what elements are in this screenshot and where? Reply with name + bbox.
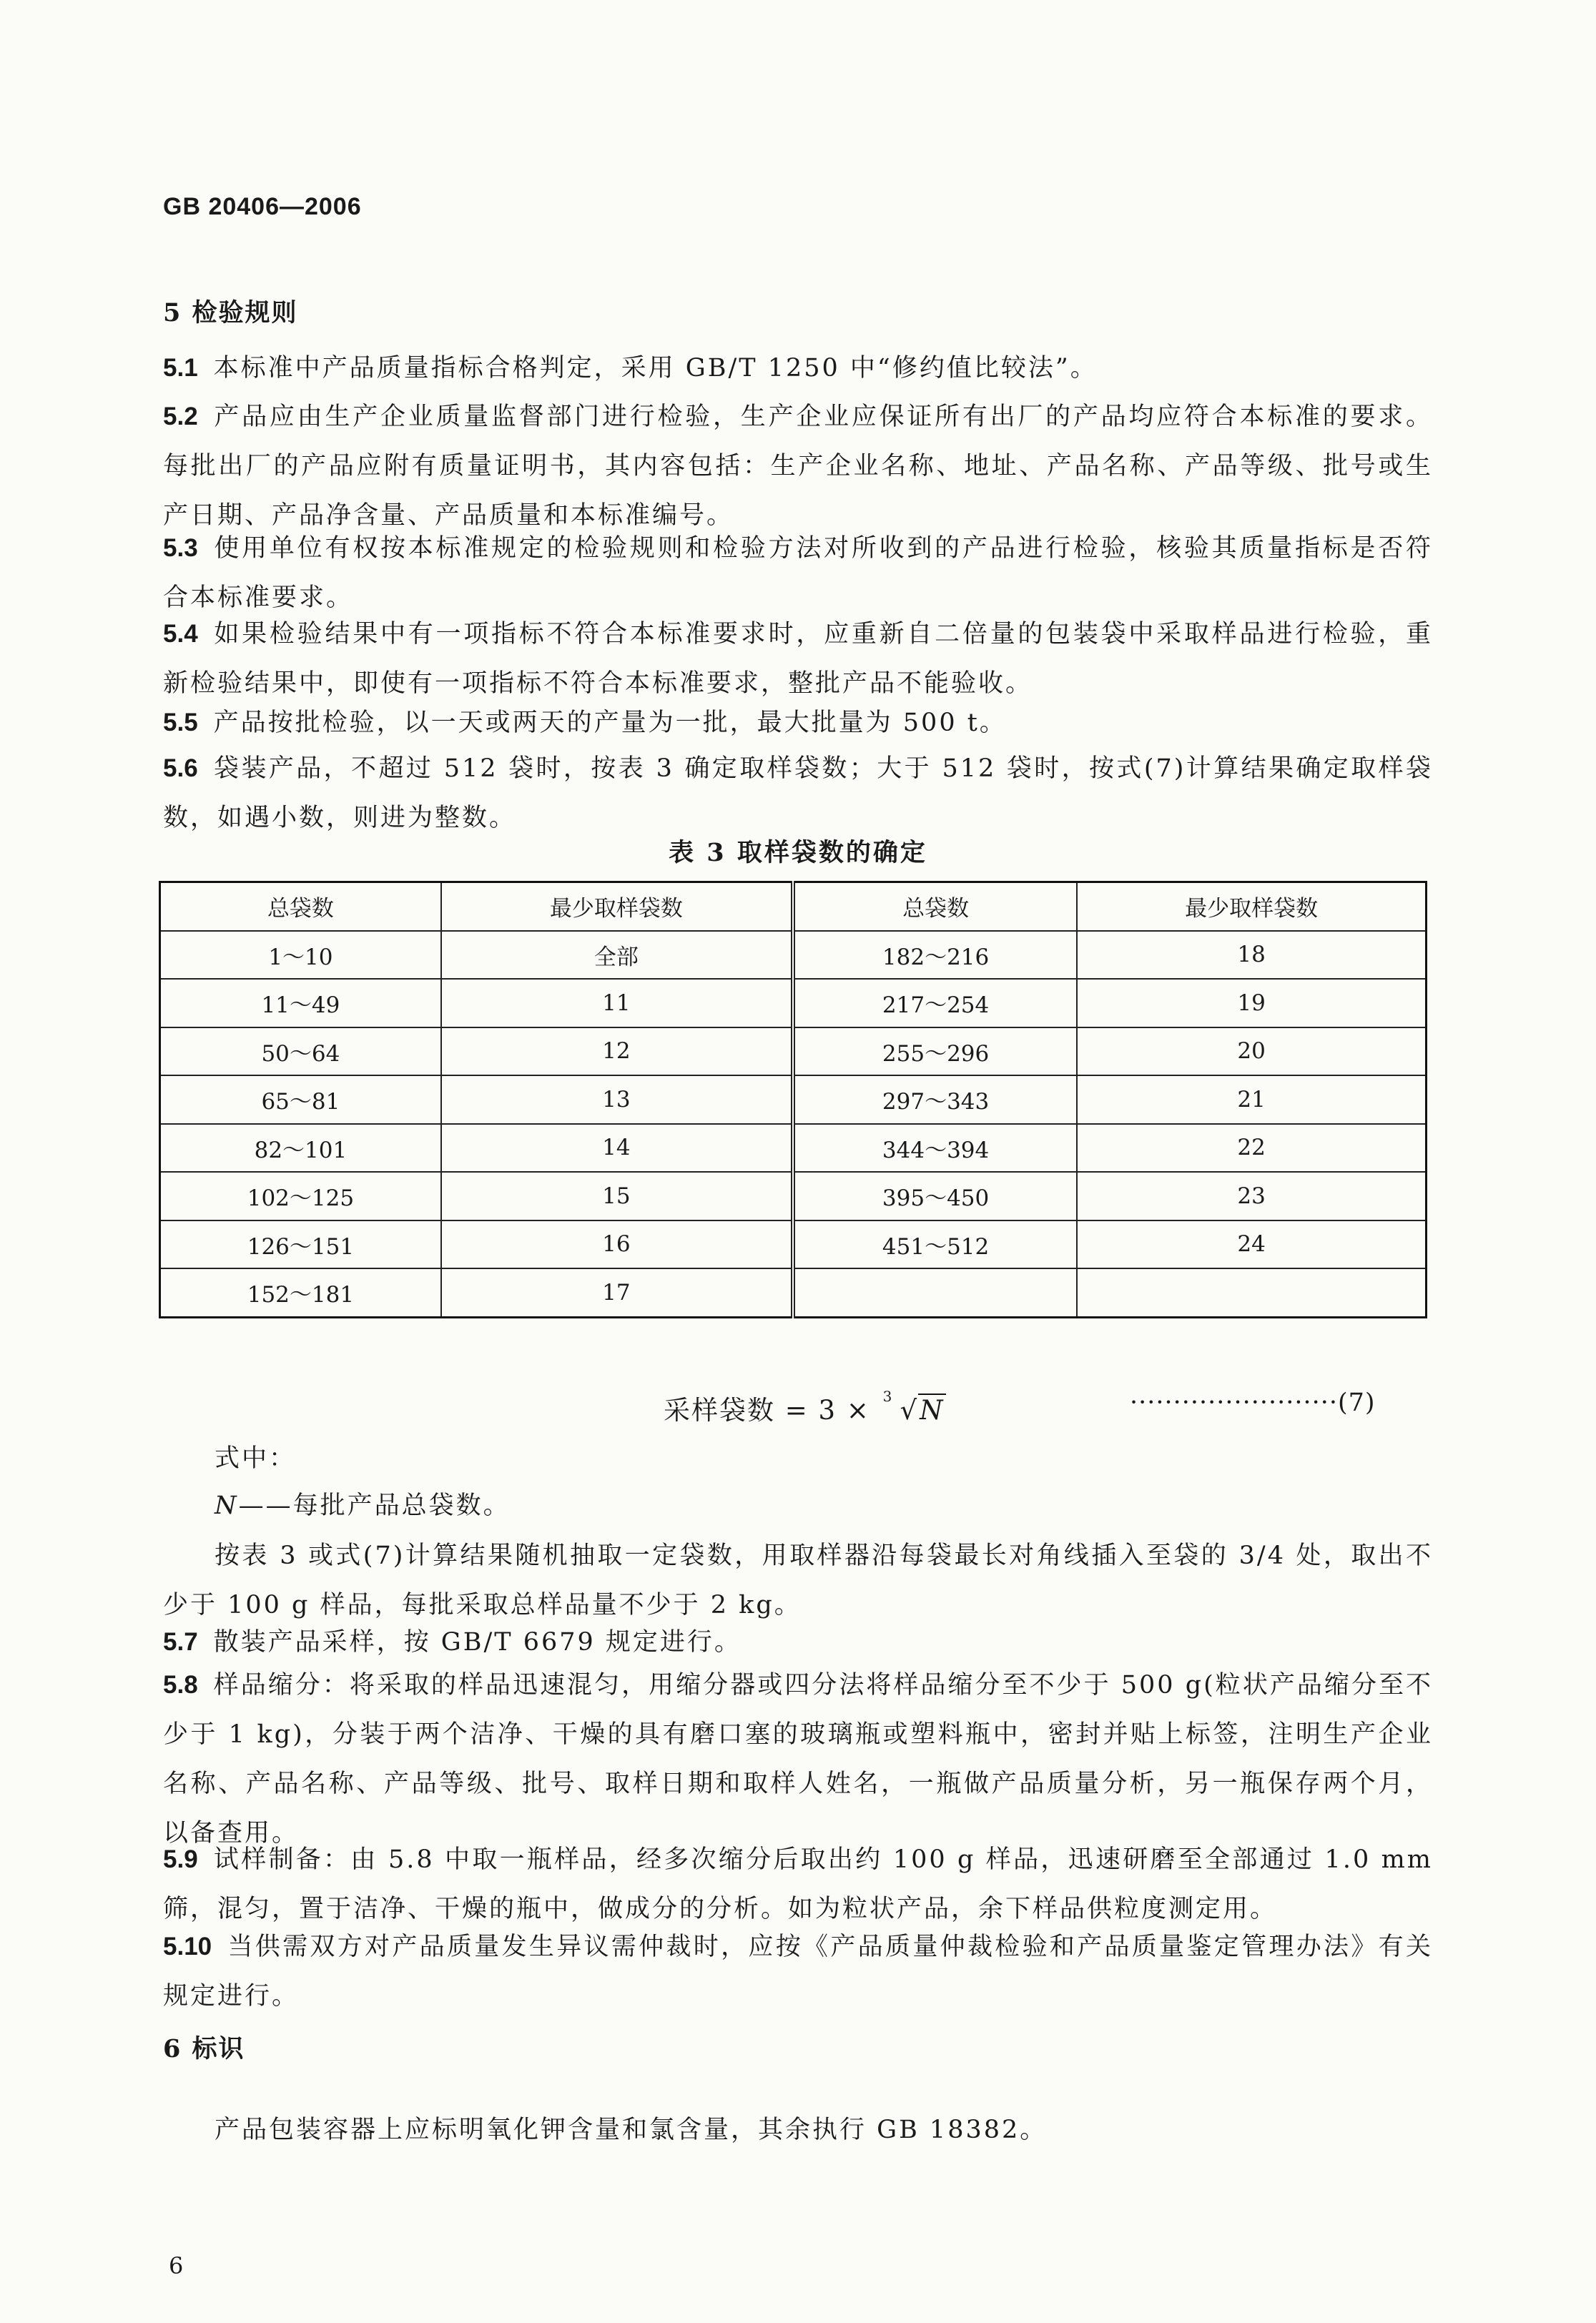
clause-number: 5.1 bbox=[163, 354, 198, 382]
clause-text: 当供需双方对产品质量发生异议需仲裁时，应按《产品质量仲裁检验和产品质量鉴定管理办法》有关规定进行。 bbox=[163, 1933, 1433, 2011]
table-row bbox=[160, 1124, 1427, 1173]
table-cell: 23 bbox=[1077, 1172, 1426, 1220]
table-header-cell: 最少取样袋数 bbox=[441, 882, 793, 931]
section-6-title: 6 标识 bbox=[163, 2034, 245, 2063]
clause-5-3 bbox=[163, 523, 1433, 623]
table-cell: 82～101 bbox=[160, 1124, 441, 1173]
table-cell: 全部 bbox=[441, 931, 793, 980]
table-3-caption: 表 3 取样袋数的确定 bbox=[669, 838, 927, 867]
table-cell: 14 bbox=[441, 1124, 793, 1173]
table-cell: 16 bbox=[441, 1220, 793, 1269]
table-cell: 11 bbox=[441, 979, 793, 1027]
clause-5-9 bbox=[163, 1835, 1433, 1934]
table-row bbox=[160, 979, 1427, 1027]
clause-5-6 bbox=[163, 744, 1433, 843]
section-6-paragraph: 产品包装容器上应标明氧化钾含量和氯含量，其余执行 GB 18382。 bbox=[215, 2116, 1048, 2144]
clause-text: 使用单位有权按本标准规定的检验规则和检验方法对所收到的产品进行检验，核验其质量指标是否符合本标准要求。 bbox=[163, 534, 1433, 612]
clause-5-5 bbox=[163, 698, 1433, 748]
sampling-table bbox=[159, 881, 1427, 1318]
formula-definition bbox=[215, 1486, 511, 1521]
cube-root: 3 √N bbox=[882, 1388, 945, 1426]
table-cell: 22 bbox=[1077, 1124, 1426, 1173]
sampling-paragraph: 按表 3 或式(7)计算结果随机抽取一定袋数，用取样器沿每袋最长对角线插入至袋的 3/4 处，取出不少于 100 g 样品，每批采取总样品量不少于 2 kg。 bbox=[163, 1542, 1433, 1619]
table-row bbox=[160, 1220, 1427, 1269]
page-number: 6 bbox=[169, 2252, 184, 2279]
clause-number: 5.3 bbox=[163, 534, 198, 562]
table-header-cell: 总袋数 bbox=[793, 882, 1077, 931]
table-cell: 65～81 bbox=[160, 1075, 441, 1124]
formula-lhs: 采样袋数 = 3 × bbox=[664, 1395, 870, 1426]
table-cell bbox=[793, 1268, 1077, 1317]
table-cell: 1～10 bbox=[160, 931, 441, 980]
table-header-cell: 最少取样袋数 bbox=[1077, 882, 1426, 931]
formula-number: ························(7) bbox=[1130, 1389, 1376, 1417]
clause-number: 5.6 bbox=[163, 754, 198, 782]
table-cell: 451～512 bbox=[793, 1220, 1077, 1269]
def-text: ——每批产品总袋数。 bbox=[238, 1491, 511, 1520]
table-row bbox=[160, 931, 1427, 980]
clause-5-8 bbox=[163, 1660, 1433, 1858]
table-row bbox=[160, 1268, 1427, 1317]
clause-5-1 bbox=[163, 343, 1433, 393]
table-cell: 11～49 bbox=[160, 979, 441, 1027]
clause-text: 袋装产品，不超过 512 袋时，按表 3 确定取样袋数；大于 512 袋时，按式(7)计算结果确定取样袋数，如遇小数，则进为整数。 bbox=[163, 754, 1433, 832]
clause-number: 5.9 bbox=[163, 1845, 198, 1873]
clause-5-4 bbox=[163, 609, 1433, 709]
clause-number: 5.10 bbox=[163, 1933, 212, 1961]
table-cell: 217～254 bbox=[793, 979, 1077, 1027]
formula-where: 式中： bbox=[215, 1444, 297, 1473]
table-cell: 126～151 bbox=[160, 1220, 441, 1269]
table-cell: 12 bbox=[441, 1027, 793, 1076]
root-index: 3 bbox=[882, 1388, 894, 1405]
table-cell: 395～450 bbox=[793, 1172, 1077, 1220]
table-cell: 344～394 bbox=[793, 1124, 1077, 1173]
table-cell: 18 bbox=[1077, 931, 1426, 980]
table-cell: 255～296 bbox=[793, 1027, 1077, 1076]
clause-number: 5.5 bbox=[163, 709, 198, 736]
table-row bbox=[160, 1027, 1427, 1076]
clause-number: 5.4 bbox=[163, 620, 198, 648]
table-header-row bbox=[160, 882, 1427, 931]
def-symbol: N bbox=[215, 1491, 239, 1520]
table-cell: 15 bbox=[441, 1172, 793, 1220]
table-row bbox=[160, 1075, 1427, 1124]
clause-text: 如果检验结果中有一项指标不符合本标准要求时，应重新自二倍量的包装袋中采取样品进行检验，重新检验结果中，即使有一项指标不符合本标准要求，整批产品不能验收。 bbox=[163, 620, 1433, 698]
table-cell: 13 bbox=[441, 1075, 793, 1124]
table-cell: 182～216 bbox=[793, 931, 1077, 980]
table-row bbox=[160, 1172, 1427, 1220]
clause-number: 5.8 bbox=[163, 1671, 198, 1699]
clause-text: 样品缩分：将采取的样品迅速混匀，用缩分器或四分法将样品缩分至不少于 500 g(粒状产品缩分至不少于 1 kg)，分装于两个洁净、干燥的具有磨口塞的玻璃瓶或塑料瓶中，密封并贴上标签，注明生产企业名称、产品名称、产品等级、批号、取样日期和取样人姓名，一瓶做产品质量分析，另一瓶保存两个月，以备查用。 bbox=[163, 1671, 1433, 1848]
clause-text: 试样制备：由 5.8 中取一瓶样品，经多次缩分后取出约 100 g 样品，迅速研磨至全部通过 1.0 mm 筛，混匀，置于洁净、干燥的瓶中，做成分的分析。如为粒状产品，余下样品供粒度测定用。 bbox=[163, 1845, 1433, 1923]
clause-5-10 bbox=[163, 1922, 1433, 2021]
table-cell: 297～343 bbox=[793, 1075, 1077, 1124]
table-cell: 20 bbox=[1077, 1027, 1426, 1076]
table-cell: 102～125 bbox=[160, 1172, 441, 1220]
clause-number: 5.2 bbox=[163, 403, 198, 430]
table-header-cell: 总袋数 bbox=[160, 882, 441, 931]
standard-code: GB 20406—2006 bbox=[163, 193, 362, 220]
table-cell: 17 bbox=[441, 1268, 793, 1317]
clause-number: 5.7 bbox=[163, 1628, 198, 1656]
table-cell: 19 bbox=[1077, 979, 1426, 1027]
table-cell: 21 bbox=[1077, 1075, 1426, 1124]
table-cell: 50～64 bbox=[160, 1027, 441, 1076]
clause-text: 产品应由生产企业质量监督部门进行检验，生产企业应保证所有出厂的产品均应符合本标准的要求。每批出厂的产品应附有质量证明书，其内容包括：生产企业名称、地址、产品名称、产品等级、批号或生产日期、产品净含量、产品质量和本标准编号。 bbox=[163, 403, 1433, 530]
sampling-formula bbox=[664, 1389, 946, 1427]
table-cell: 152～181 bbox=[160, 1268, 441, 1317]
table-cell: 24 bbox=[1077, 1220, 1426, 1269]
section-5-title: 5 检验规则 bbox=[163, 298, 298, 327]
clause-text: 本标准中产品质量指标合格判定，采用 GB/T 1250 中“修约值比较法”。 bbox=[213, 354, 1098, 383]
root-radicand: N bbox=[920, 1395, 945, 1426]
table-cell bbox=[1077, 1268, 1426, 1317]
clause-5-2 bbox=[163, 392, 1433, 541]
clause-text: 产品按批检验，以一天或两天的产量为一批，最大批量为 500 t。 bbox=[213, 709, 1007, 737]
clause-text: 散装产品采样，按 GB/T 6679 规定进行。 bbox=[213, 1628, 742, 1657]
